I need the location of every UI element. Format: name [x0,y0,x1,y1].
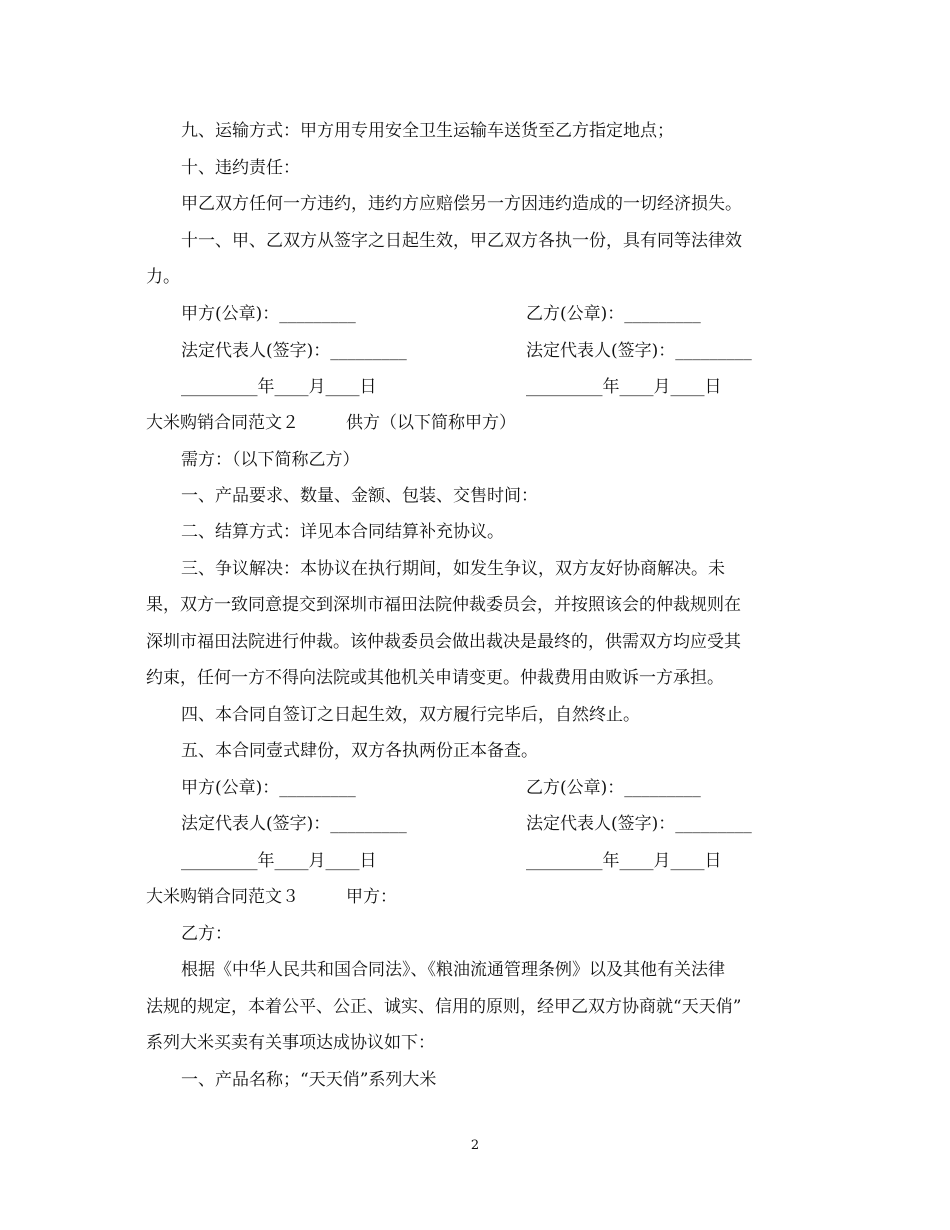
clause-11-line1: 十一、甲、乙双方从签字之日起生效，甲乙双方各执一份，具有同等法律效 [181,231,742,251]
contract-3-clause-1: 一、产品名称；“天天俏”系列大米 [181,1070,437,1090]
party-a-rep: 法定代表人(签字)：_________ [181,341,407,361]
contract-2-supplier: 供方（以下简称甲方） [346,413,516,433]
page-number: 2 [470,1138,480,1153]
contract-2-clause-3-line2: 果，双方一致同意提交到深圳市福田法院仲裁委员会，并按照该会的仲裁规则在 [146,595,741,615]
contract-2-clause-5: 五、本合同壹式肆份，双方各执两份正本备查。 [181,741,538,761]
party-b-date: _________年____月____日 [526,851,722,871]
contract-3-title: 大米购销合同范文３ [146,887,299,907]
party-b-seal: 乙方(公章)：_________ [526,778,701,798]
clause-9: 九、运输方式：甲方用专用安全卫生运输车送货至乙方指定地点； [181,121,674,141]
contract-2-clause-2: 二、结算方式：详见本合同结算补充协议。 [181,522,504,542]
party-a-date: _________年____月____日 [181,851,377,871]
signature-row-seal [181,776,841,800]
contract-2-clause-3-line3: 深圳市福田法院进行仲裁。该仲裁委员会做出裁决是最终的，供需双方均应受其 [146,632,741,652]
party-b-rep: 法定代表人(签字)：_________ [526,341,752,361]
party-a-seal: 甲方(公章)：_________ [181,304,356,324]
contract-2-title: 大米购销合同范文２ [146,413,299,433]
signature-row-date [181,375,841,399]
contract-2-clause-1: 一、产品要求、数量、金额、包装、交售时间： [181,486,538,506]
party-b-rep: 法定代表人(签字)：_________ [526,814,752,834]
clause-11-line2: 力。 [146,267,180,287]
contract-2-clause-3-line1: 三、争议解决：本协议在执行期间，如发生争议，双方友好协商解决。未 [181,559,725,579]
contract-2-buyer: 需方：（以下简称乙方） [181,450,360,470]
party-b-seal: 乙方(公章)：_________ [526,304,701,324]
clause-10-body: 甲乙双方任何一方违约，违约方应赔偿另一方因违约造成的一切经济损失。 [181,194,742,214]
party-a-seal: 甲方(公章)：_________ [181,778,356,798]
party-a-date: _________年____月____日 [181,377,377,397]
contract-3-preamble-line3: 系列大米买卖有关事项达成协议如下： [146,1033,435,1053]
clause-10-title: 十、违约责任： [181,158,300,178]
contract-3-preamble-line1: 根据《中华人民共和国合同法》、《粮油流通管理条例》以及其他有关法律 [181,960,725,980]
signature-row-rep [181,812,841,836]
contract-2-clause-4: 四、本合同自签订之日起生效，双方履行完毕后，自然终止。 [181,705,640,725]
party-a-rep: 法定代表人(签字)：_________ [181,814,407,834]
signature-row-rep [181,339,841,363]
contract-2-heading [146,411,806,435]
signature-row-date [181,849,841,873]
contract-2-clause-3-line4: 约束，任何一方不得向法院或其他机关申请变更。仲裁费用由败诉一方承担。 [146,668,724,688]
contract-3-party-a: 甲方： [346,887,397,907]
contract-3-preamble-line2: 法规的规定，本着公平、公正、诚实、信用的原则，经甲乙双方协商就“天天俏” [146,997,742,1017]
contract-3-heading [146,885,806,909]
contract-3-party-b: 乙方： [181,924,232,944]
party-b-date: _________年____月____日 [526,377,722,397]
signature-row-seal [181,302,841,326]
